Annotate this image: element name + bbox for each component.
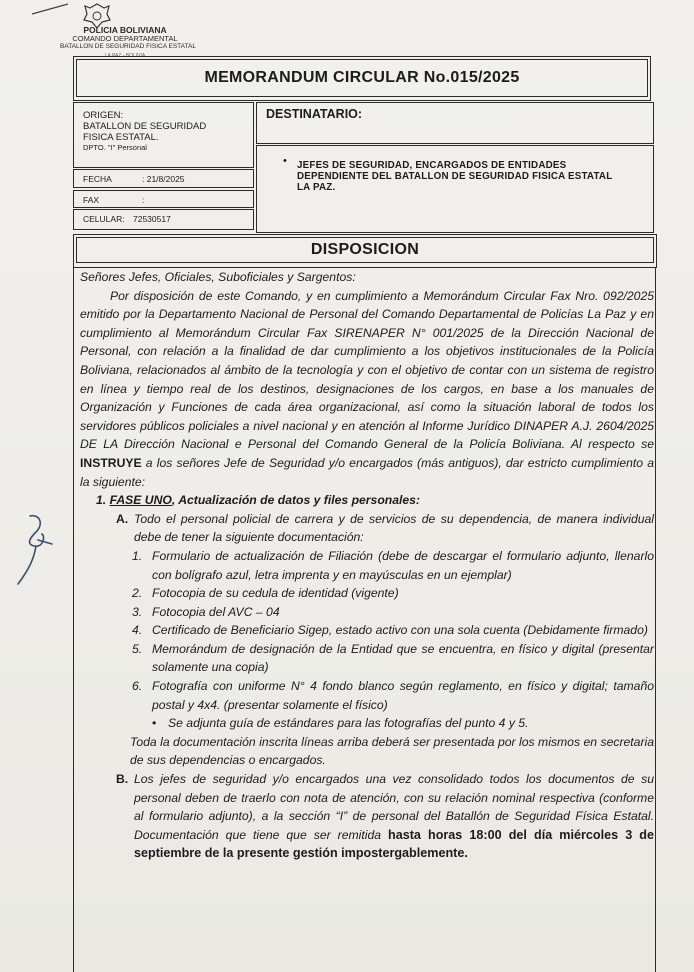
main-paragraph-end: a los señores Jefe de Seguridad y/o encargados (más antiguos), dar estricto cumplimiento a la siguiente: <box>80 455 654 489</box>
section-a-text: Todo el personal policial de carrera y de servicios de su dependencia, de manera individual debe de tener la siguiente documentación: <box>134 511 654 545</box>
recipient-label: DESTINATARIO: <box>266 107 363 121</box>
main-paragraph <box>80 287 654 492</box>
section-b <box>80 770 654 863</box>
header-line-3: BATALLON DE SEGURIDAD FISICA ESTATAL <box>60 43 196 50</box>
list-item <box>80 640 654 677</box>
list-item-number: 6. <box>132 679 143 694</box>
bullet-icon: • <box>283 155 287 167</box>
phone-value: 72530517 <box>133 214 171 224</box>
list-item <box>80 547 654 584</box>
phone-box <box>73 209 254 230</box>
section-a <box>80 510 654 547</box>
list-item-text: Fotocopia del AVC – 04 <box>152 604 280 619</box>
origin-box <box>73 102 254 168</box>
left-border <box>73 268 74 972</box>
fax-box <box>73 190 254 208</box>
disposition-title: DISPOSICION <box>310 241 420 258</box>
list-item-text: Fotocopia de su cedula de identidad (vigente) <box>152 586 399 601</box>
origin-dept: DPTO. "I" Personal <box>83 143 147 152</box>
salutation: Señores Jefes, Oficiales, Suboficiales y Sargentos: <box>80 270 356 284</box>
institution-header <box>60 25 196 60</box>
fax-label: FAX <box>83 195 100 205</box>
title-inner-frame <box>76 59 648 97</box>
section-a-mark: A. <box>116 511 129 526</box>
list-item-text: Fotografía con uniforme N° 4 fondo blanco según reglamento, en físico y digital; tamaño postal y 4x4. (presentar solamente el físico) <box>152 679 654 712</box>
list-item-number: 1. <box>132 548 143 563</box>
instruye-word: INSTRUYE <box>80 455 142 470</box>
phase-one-heading <box>80 491 654 510</box>
list-item-number: 4. <box>132 623 143 638</box>
header-line-2: COMANDO DEPARTAMENTAL <box>72 33 178 43</box>
list-item <box>80 621 654 640</box>
origin-line-2: FISICA ESTATAL. <box>83 132 159 143</box>
list-item-text: Certificado de Beneficiario Sigep, estado activo con una sola cuenta (Debidamente firmado) <box>152 623 648 638</box>
origin-block <box>83 110 206 143</box>
list-item <box>80 603 654 622</box>
right-border <box>655 268 656 972</box>
deadline-text: hasta horas 18:00 del día miércoles 3 de septiembre de la presente gestión impostergablemente. <box>134 827 655 861</box>
date-label: FECHA <box>83 174 112 184</box>
disposition-box <box>73 234 657 268</box>
list-item-number: 2. <box>132 586 143 601</box>
photo-guide-text: Se adjunta guía de estándares para las fotografías del punto 4 y 5. <box>168 716 529 731</box>
bullet-icon: • <box>152 716 157 731</box>
section-b-text <box>134 770 654 863</box>
section-b-mark: B. <box>116 772 129 787</box>
phase-one-number: 1. <box>96 493 107 508</box>
handwritten-signature <box>12 510 56 590</box>
list-item-number: 5. <box>132 641 143 656</box>
memo-body <box>80 268 654 863</box>
phone-label: CELULAR: <box>83 214 125 224</box>
origin-label: ORIGEN: <box>83 110 124 121</box>
recipient-header-box <box>256 102 654 144</box>
header-line-4: LA PAZ - BOLIVIA <box>104 52 146 59</box>
phase-one-title: , Actualización de datos y files personales: <box>171 493 420 508</box>
memo-title: MEMORANDUM CIRCULAR No.015/2025 <box>204 69 520 86</box>
documentation-note: Toda la documentación inscrita líneas arriba deberá ser presentada por los mismos en secretaria de sus dependencias o encargados. <box>130 734 654 768</box>
list-item <box>80 677 654 714</box>
recipient-body-box <box>256 145 654 233</box>
list-item-text: Formulario de actualización de Filiación (debe de descargar el formulario adjunto, llenarlo con bolígrafo azul, letra imprenta y en mayúsculas en un ejemplar) <box>152 548 654 582</box>
header-line-1: POLICIA BOLIVIANA <box>83 25 167 35</box>
list-item-number: 3. <box>132 604 143 619</box>
phase-one-label: FASE UNO <box>109 493 172 508</box>
main-paragraph-text: Por disposición de este Comando, y en cumplimiento a Memorándum Circular Fax Nro. 092/2025 emitido por la Departamento Nacional de Personal del Comando Departamental de Policías La Paz y en cumplimiento al Memorándum Circular Fax SIRENAPER N° 001/2025 de la Dirección Nacional de Personal, con relación a la finalidad de dar cumplimiento a los objetivos institucionales de la Policía Boliviana, relacionados al ámbito de la tecnología y con el objetivo de contar con un sistema de registro en línea y tiempo real de los destinos, designaciones de los cargos, en base a los manuales de Organización y Funciones de cada área organizacional, así como la situación laboral de todos los servidores públicos policiales a nivel nacional y en atención al Informe Jurídico DINAPER A.J. 2604/2025 DE LA Dirección Nacional e Personal del Comando General de la Policía Boliviana. Al respecto se <box>80 288 654 452</box>
pen-stroke-mark <box>30 2 70 16</box>
origin-line-1: BATALLON DE SEGURIDAD <box>83 121 207 132</box>
title-box <box>73 56 651 101</box>
date-box <box>73 169 254 188</box>
list-item-text: Memorándum de designación de la Entidad que se encuentra, en físico y digital (presentar solamente una copia) <box>152 641 654 675</box>
section-b-body: Los jefes de seguridad y/o encargados una vez consolidado todos los documentos de su personal deben de traerlo con nota de atención, con su relación nominal respectiva (conforme al formulario adjunto), a la sección “I” de personal del Batallón de Seguridad Física Estatal. Documentación que tiene que ser remitida <box>134 772 654 842</box>
fax-value: : <box>142 195 145 205</box>
photo-guide-bullet <box>80 714 654 733</box>
disposition-inner-frame <box>76 237 654 263</box>
date-value: : 21/8/2025 <box>142 174 185 184</box>
list-item <box>80 584 654 603</box>
recipient-text: JEFES DE SEGURIDAD, ENCARGADOS DE ENTIDADES DEPENDIENTE DEL BATALLON DE SEGURIDAD FISICA ESTATAL LA PAZ. <box>297 160 613 193</box>
